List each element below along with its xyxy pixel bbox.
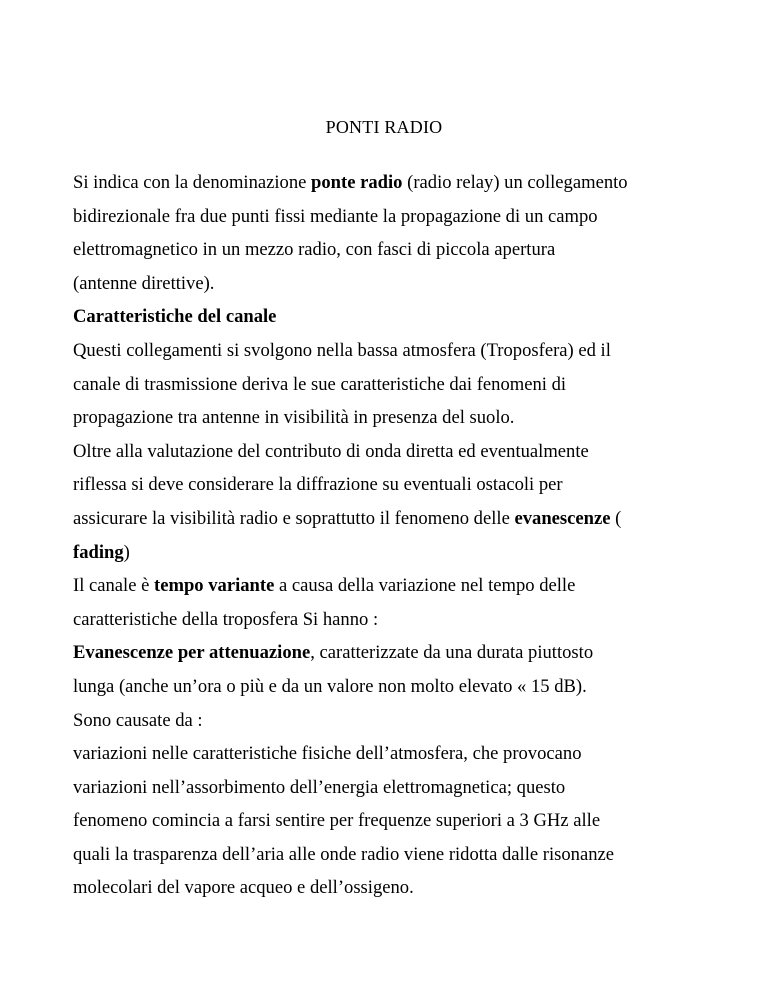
text-line: [73, 636, 713, 670]
paragraph-attenuation: [73, 636, 713, 737]
text-line: Oltre alla valutazione del contributo di onda diretta ed eventualmente: [73, 440, 589, 462]
bold-term-fading: fading: [73, 541, 124, 563]
text-line: propagazione tra antenne in visibilità in presenza del suolo.: [73, 407, 515, 429]
bold-term-ponte-radio: ponte radio: [311, 172, 403, 193]
text-line: (antenne direttive).: [73, 272, 215, 294]
text-line: Sono causate da :: [73, 709, 203, 731]
text-line: riflessa si deve considerare la diffrazione su eventuali ostacoli per: [73, 474, 563, 496]
text-line: variazioni nelle caratteristiche fisiche dell’atmosfera, che provocano: [73, 743, 582, 765]
paragraph-causes: [73, 737, 713, 905]
text-run: a causa della variazione nel tempo delle: [274, 575, 576, 597]
text-line: lunga (anche un’ora o più e da un valore non molto elevato « 15 dB).: [73, 675, 587, 697]
bold-term-evanescenze-attenuazione: Evanescenze per attenuazione: [73, 642, 311, 664]
text-run: (radio relay) un collegamento: [402, 172, 628, 193]
text-line: Questi collegamenti si svolgono nella bassa atmosfera (Troposfera) ed il: [73, 339, 611, 361]
document-body: [73, 166, 713, 905]
paragraph-intro: [73, 166, 713, 300]
paragraph-time-variant: [73, 569, 713, 636]
section-heading: [73, 300, 713, 334]
paragraph-diffraction: [73, 435, 713, 569]
text-line: [73, 569, 713, 603]
text-run: , caratterizzate da una durata piuttosto: [310, 642, 594, 664]
text-line: [73, 166, 713, 200]
text-line: bidirezionale fra due punti fissi mediante la propagazione di un campo: [73, 205, 598, 227]
paragraph-channel: [73, 334, 713, 435]
text-line: variazioni nell’assorbimento dell’energia elettromagnetica; questo: [73, 776, 566, 798]
text-run: Si indica con la denominazione: [73, 172, 312, 193]
text-run: ): [123, 541, 130, 563]
heading-text: Caratteristiche del canale: [73, 306, 277, 328]
bold-term-evanescenze: evanescenze: [514, 507, 611, 529]
text-line: [73, 536, 713, 570]
text-run: (: [610, 507, 622, 529]
text-line: quali la trasparenza dell’aria alle onde radio viene ridotta dalle risonanze: [73, 843, 615, 865]
text-line: fenomeno comincia a farsi sentire per frequenze superiori a 3 GHz alle: [73, 810, 601, 832]
bold-term-tempo-variante: tempo variante: [154, 575, 275, 597]
text-line: elettromagnetico in un mezzo radio, con fasci di piccola apertura: [73, 239, 556, 261]
text-line: caratteristiche della troposfera Si hanno :: [73, 608, 379, 630]
text-line: [73, 502, 713, 536]
text-run: Il canale è: [73, 575, 155, 597]
text-line: canale di trasmissione deriva le sue caratteristiche dai fenomeni di: [73, 373, 567, 395]
text-run: assicurare la visibilità radio e soprattutto il fenomeno delle: [73, 507, 515, 529]
text-line: molecolari del vapore acqueo e dell’ossigeno.: [73, 877, 414, 899]
document-title: PONTI RADIO: [325, 117, 443, 137]
